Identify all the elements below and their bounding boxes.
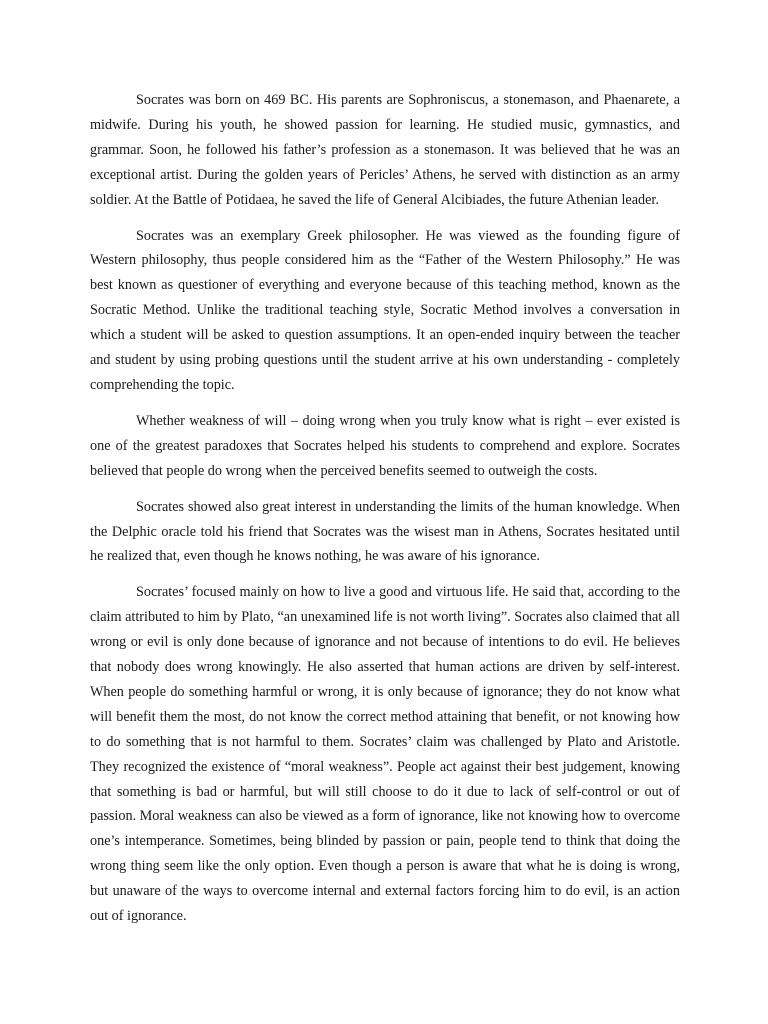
paragraph-weakness-of-will: Whether weakness of will – doing wrong when you truly know what is right – ever existed is one of the greatest paradoxes that Socrates helped his students to comprehend and explore. Socrates believed that people do wrong when the perceived benefits seemed to outweigh the costs. [90, 412, 680, 479]
paragraph-birth-and-early-life: Socrates was born on 469 BC. His parents are Sophroniscus, a stonemason, and Phaenarete, a midwife. During his youth, he showed passion for learning. He studied music, gymnastics, and grammar. Soon, he followed his father’s profession as a stonemason. It was believed that he was an exceptional artist. During the golden years of Pericles’ Athens, he served with distinction as an army soldier. At the Battle of Potidaea, he saved the life of General Alcibiades, the future Athenian leader. [90, 92, 680, 208]
paragraph-limits-of-knowledge: Socrates showed also great interest in understanding the limits of the human knowledge. When the Delphic oracle told his friend that Socrates was the wisest man in Athens, Socrates hesitated until he realized that, even though he knows nothing, he was aware of his ignorance. [90, 498, 680, 565]
document-body [90, 88, 680, 929]
paragraph-virtuous-life: Socrates’ focused mainly on how to live a good and virtuous life. He said that, according to the claim attributed to him by Plato, “an unexamined life is not worth living”. Socrates also claimed that all wrong or evil is only done because of ignorance and not because of intentions to do evil. He believes that nobody does wrong knowingly. He also asserted that human actions are driven by self-interest. When people do something harmful or wrong, it is only because of ignorance; they do not know what will benefit them the most, do not know the correct method attaining that benefit, or not knowing how to do something that is not harmful to them. Socrates’ claim was challenged by Plato and Aristotle. They recognized the existence of “moral weakness”. People act against their best judgement, knowing that something is bad or harmful, but will still choose to do it due to lack of self-control or out of passion. Moral weakness can also be viewed as a form of ignorance, like not knowing how to overcome one’s intemperance. Sometimes, being blinded by passion or pain, people tend to think that doing the wrong thing seem like the only option. Even though a person is aware that what he is doing is wrong, but unaware of the ways to overcome internal and external factors forcing him to do evil, is an action out of ignorance. [90, 584, 680, 925]
paragraph-socratic-method: Socrates was an exemplary Greek philosopher. He was viewed as the founding figure of Western philosophy, thus people considered him as the “Father of the Western Philosophy.” He was best known as questioner of everything and everyone because of this teaching method, known as the Socratic Method. Unlike the traditional teaching style, Socratic Method involves a conversation in which a student will be asked to question assumptions. It an open-ended inquiry between the teacher and student by using probing questions until the student arrive at his own understanding - completely comprehending the topic. [90, 227, 680, 393]
